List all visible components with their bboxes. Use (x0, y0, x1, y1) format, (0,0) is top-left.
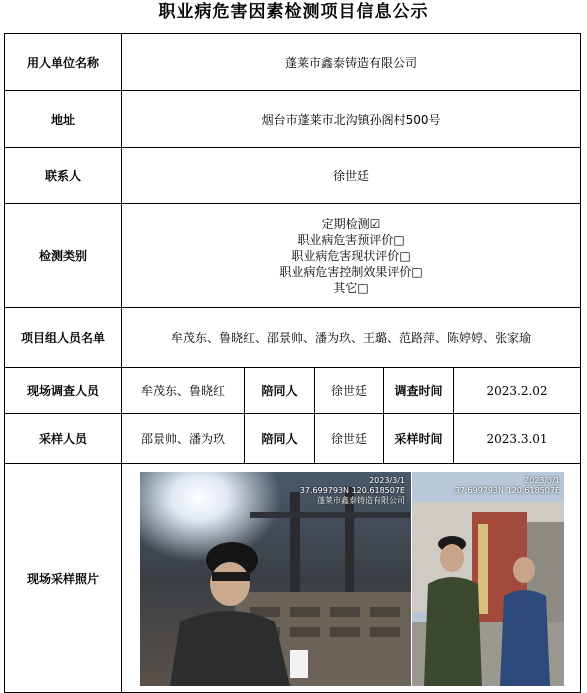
address-value: 烟台市蓬莱市北沟镇孙阁村500号 (122, 91, 581, 148)
right-photo-stamp: 2023/3/1 37.699793N 120.618507E (454, 476, 560, 495)
row-team (5, 308, 581, 368)
employer-value: 蓬莱市鑫泰铸造有限公司 (122, 34, 581, 91)
address-label: 地址 (5, 91, 122, 148)
survey-label: 现场调查人员 (5, 368, 122, 414)
survey-escort-label: 陪同人 (245, 368, 315, 414)
option-control-evaluation: 职业病危害控制效果评价□ (279, 264, 423, 279)
photo-foundry-interior (140, 472, 411, 686)
option-other: 其它□ (333, 280, 369, 295)
row-address (5, 91, 581, 148)
survey-escort: 徐世廷 (315, 368, 384, 414)
employer-label: 用人单位名称 (5, 34, 122, 91)
option-status-evaluation: 职业病危害现状评价□ (291, 248, 411, 263)
row-sampling (5, 414, 581, 464)
option-pre-evaluation: 职业病危害预评价□ (297, 232, 405, 247)
option-periodic: 定期检测☑ (321, 216, 381, 231)
survey-value: 牟茂东、鲁晓红 (122, 368, 245, 414)
survey-time-label: 调查时间 (384, 368, 454, 414)
row-photos (5, 464, 581, 693)
photo-factory-gate (412, 472, 564, 686)
row-category (5, 204, 581, 308)
row-employer (5, 34, 581, 91)
sampling-escort-label: 陪同人 (245, 414, 315, 464)
category-options (122, 204, 581, 308)
contact-label: 联系人 (5, 148, 122, 204)
page-title: 职业病危害因素检测项目信息公示 (158, 2, 429, 22)
survey-time: 2023.2.02 (454, 368, 581, 414)
sampling-time-label: 采样时间 (384, 414, 454, 464)
photos-cell (122, 464, 581, 693)
category-label: 检测类别 (5, 204, 122, 308)
photos-label: 现场采样照片 (5, 464, 122, 693)
team-value: 牟茂东、鲁晓红、邵景帅、潘为玖、王璐、范路萍、陈婷婷、张家瑜 (122, 308, 581, 368)
row-contact (5, 148, 581, 204)
sampling-label: 采样人员 (5, 414, 122, 464)
left-photo-stamp: 2023/3/1 37.699793N 120.618507E 蓬莱市鑫泰铸造有限公司 (299, 476, 405, 505)
contact-value: 徐世廷 (122, 148, 581, 204)
sampling-value: 邵景帅、潘为玖 (122, 414, 245, 464)
row-survey (5, 368, 581, 414)
sampling-time: 2023.3.01 (454, 414, 581, 464)
info-table (4, 33, 581, 693)
sampling-escort: 徐世廷 (315, 414, 384, 464)
team-label: 项目组人员名单 (5, 308, 122, 368)
